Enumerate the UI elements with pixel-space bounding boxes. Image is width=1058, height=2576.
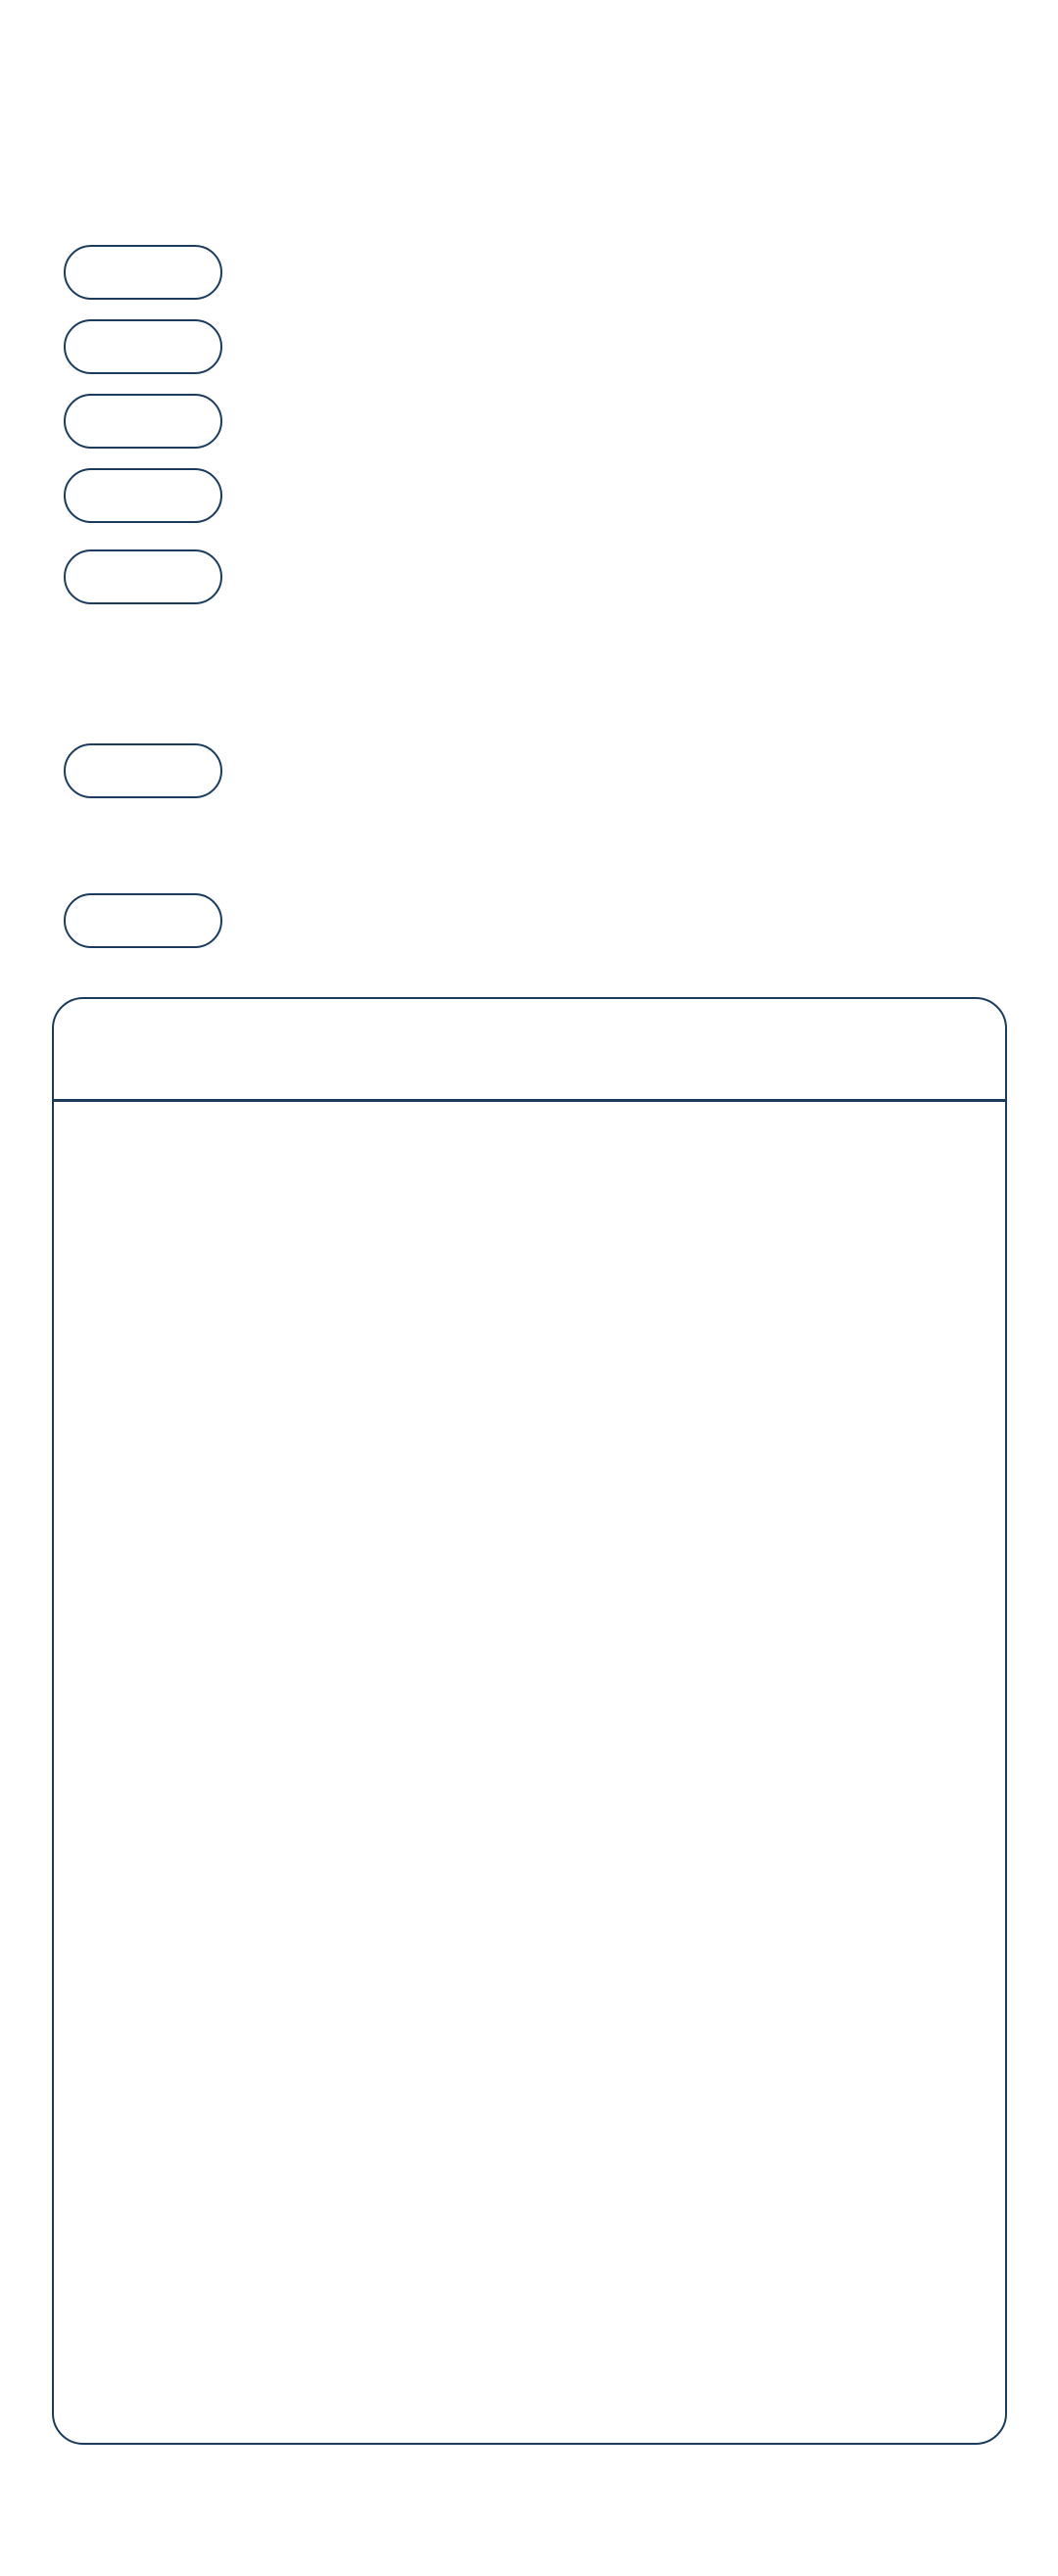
- header-day: [254, 999, 356, 1099]
- info-label-schedule: [64, 319, 222, 374]
- info-label-excluded: [64, 743, 222, 798]
- schedule-table: [52, 997, 1007, 2445]
- info-label-included: [64, 549, 222, 604]
- header-date: [54, 999, 254, 1099]
- info-label-target: [64, 245, 222, 300]
- table-header: [54, 999, 1005, 1102]
- info-label-cities: [64, 468, 222, 523]
- header-city: [356, 999, 536, 1099]
- info-label-countries: [64, 394, 222, 449]
- schedule-label: [64, 893, 222, 948]
- header-place: [536, 999, 957, 1099]
